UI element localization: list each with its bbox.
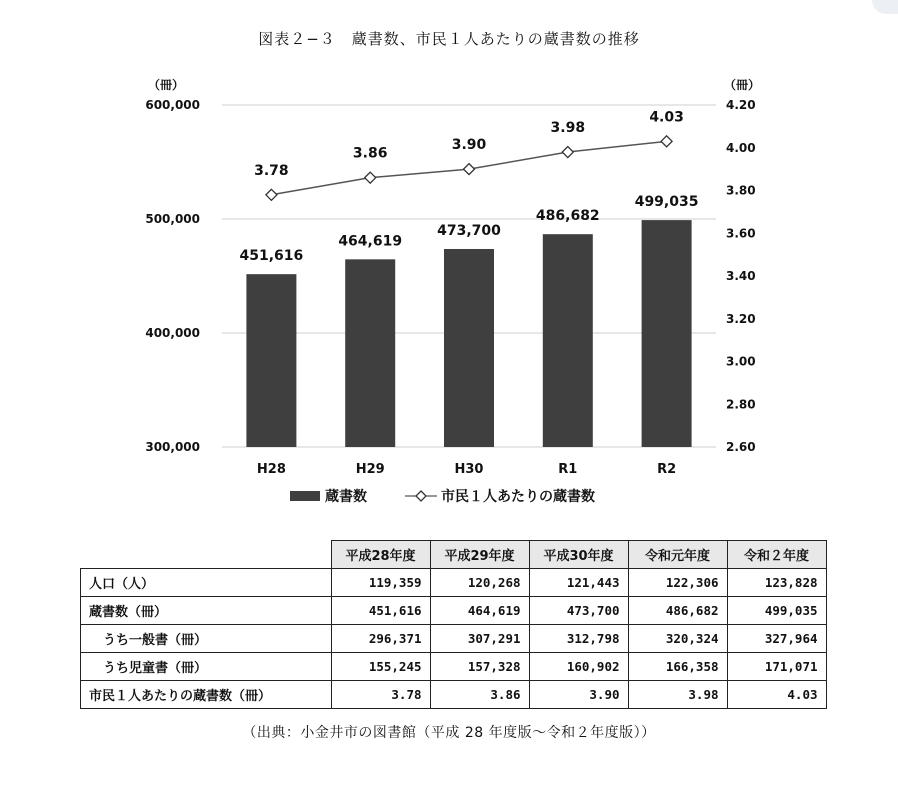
left-axis xyxy=(145,77,200,454)
bar-value-label: 451,616 xyxy=(239,248,304,265)
table-header-cell: 平成30年度 xyxy=(529,541,628,569)
table-cell: 155,245 xyxy=(331,653,430,681)
line-marker xyxy=(365,172,376,183)
table-cell: 157,328 xyxy=(430,653,529,681)
bar xyxy=(444,249,494,447)
line-value-label: 3.78 xyxy=(254,162,289,179)
bar-series xyxy=(240,194,699,447)
table-row xyxy=(81,569,827,597)
right-tick-label: 3.00 xyxy=(726,354,756,369)
table-cell: 473,700 xyxy=(529,597,628,625)
bar-value-label: 473,700 xyxy=(437,222,501,239)
right-tick-label: 4.20 xyxy=(726,98,756,112)
table-row xyxy=(81,597,827,625)
line-value-label: 3.86 xyxy=(352,145,388,162)
category-label: H28 xyxy=(256,462,286,477)
category-label: H29 xyxy=(355,462,385,477)
line-marker xyxy=(266,189,277,200)
table-cell: 3.86 xyxy=(430,681,529,709)
legend-line-marker xyxy=(416,491,426,501)
right-axis xyxy=(724,77,760,454)
line-value-label: 4.03 xyxy=(649,109,684,126)
left-tick-label: 600,000 xyxy=(145,98,200,112)
right-tick-label: 4.00 xyxy=(726,140,756,155)
row-label: 蔵書数（冊） xyxy=(81,597,332,625)
table-cell: 3.78 xyxy=(331,681,430,709)
table-header-row xyxy=(81,541,827,569)
line-marker xyxy=(661,136,672,147)
category-label: R2 xyxy=(657,462,677,477)
table-cell: 499,035 xyxy=(727,597,826,625)
table-cell: 123,828 xyxy=(727,569,826,597)
line-marker xyxy=(464,164,475,175)
category-label: H30 xyxy=(454,462,484,477)
right-tick-label: 3.80 xyxy=(726,183,756,198)
table-row xyxy=(81,681,827,709)
table-cell: 4.03 xyxy=(727,681,826,709)
bar xyxy=(543,234,593,447)
table-cell: 122,306 xyxy=(628,569,727,597)
row-label: うち児童書（冊） xyxy=(81,653,332,681)
table-cell: 166,358 xyxy=(628,653,727,681)
table-cell: 160,902 xyxy=(529,653,628,681)
line-series xyxy=(254,109,684,200)
line-value-label: 3.90 xyxy=(451,137,487,154)
left-axis-unit: （冊） xyxy=(148,78,185,92)
legend-line-label: 市民１人あたりの蔵書数 xyxy=(441,489,595,505)
table-row xyxy=(81,653,827,681)
bar xyxy=(246,274,296,447)
bar-value-label: 499,035 xyxy=(634,194,699,211)
category-axis xyxy=(257,462,676,477)
category-label: R1 xyxy=(558,462,578,477)
right-tick-label: 3.60 xyxy=(726,226,756,241)
right-tick-label: 3.20 xyxy=(726,311,756,326)
left-tick-label: 400,000 xyxy=(145,326,200,340)
bar xyxy=(345,259,395,447)
table-cell: 327,964 xyxy=(727,625,826,653)
table-cell: 464,619 xyxy=(430,597,529,625)
table-corner-cell xyxy=(81,541,332,569)
table-header-cell: 令和２年度 xyxy=(727,541,826,569)
bar-value-label: 486,682 xyxy=(535,208,600,225)
data-table xyxy=(80,540,827,709)
table-cell: 486,682 xyxy=(628,597,727,625)
table-cell: 451,616 xyxy=(331,597,430,625)
table-cell: 120,268 xyxy=(430,569,529,597)
table-header-cell: 令和元年度 xyxy=(628,541,727,569)
table-cell: 320,324 xyxy=(628,625,727,653)
left-tick-label: 300,000 xyxy=(145,440,200,454)
table-row xyxy=(81,625,827,653)
table-header-cell: 平成29年度 xyxy=(430,541,529,569)
source-note: （出典：小金井市の図書館（平成 28 年度版〜令和２年度版）） xyxy=(242,725,656,741)
legend xyxy=(290,488,595,505)
legend-bar-label: 蔵書数 xyxy=(325,489,367,505)
table-cell: 3.90 xyxy=(529,681,628,709)
legend-bar-swatch xyxy=(290,491,320,501)
table-cell: 3.98 xyxy=(628,681,727,709)
line-value-label: 3.98 xyxy=(550,120,586,137)
right-tick-label: 2.80 xyxy=(726,397,756,412)
table-cell: 171,071 xyxy=(727,653,826,681)
right-tick-label: 3.40 xyxy=(726,269,756,283)
right-axis-unit: （冊） xyxy=(724,78,761,92)
right-tick-label: 2.60 xyxy=(726,440,756,454)
table-cell: 312,798 xyxy=(529,625,628,653)
table-cell: 121,443 xyxy=(529,569,628,597)
bar-value-label: 464,619 xyxy=(338,233,403,250)
row-label: 人口（人） xyxy=(81,569,332,597)
table-header-cell: 平成28年度 xyxy=(331,541,430,569)
chart-title: 図表２−３ 蔵書数、市民１人あたりの蔵書数の推移 xyxy=(258,30,640,48)
line-marker xyxy=(562,147,573,158)
table-cell: 119,359 xyxy=(331,569,430,597)
left-tick-label: 500,000 xyxy=(145,212,200,226)
row-label: 市民１人あたりの蔵書数（冊） xyxy=(81,681,332,709)
bar xyxy=(642,220,692,447)
table-cell: 296,371 xyxy=(331,625,430,653)
table-cell: 307,291 xyxy=(430,625,529,653)
row-label: うち一般書（冊） xyxy=(81,625,332,653)
